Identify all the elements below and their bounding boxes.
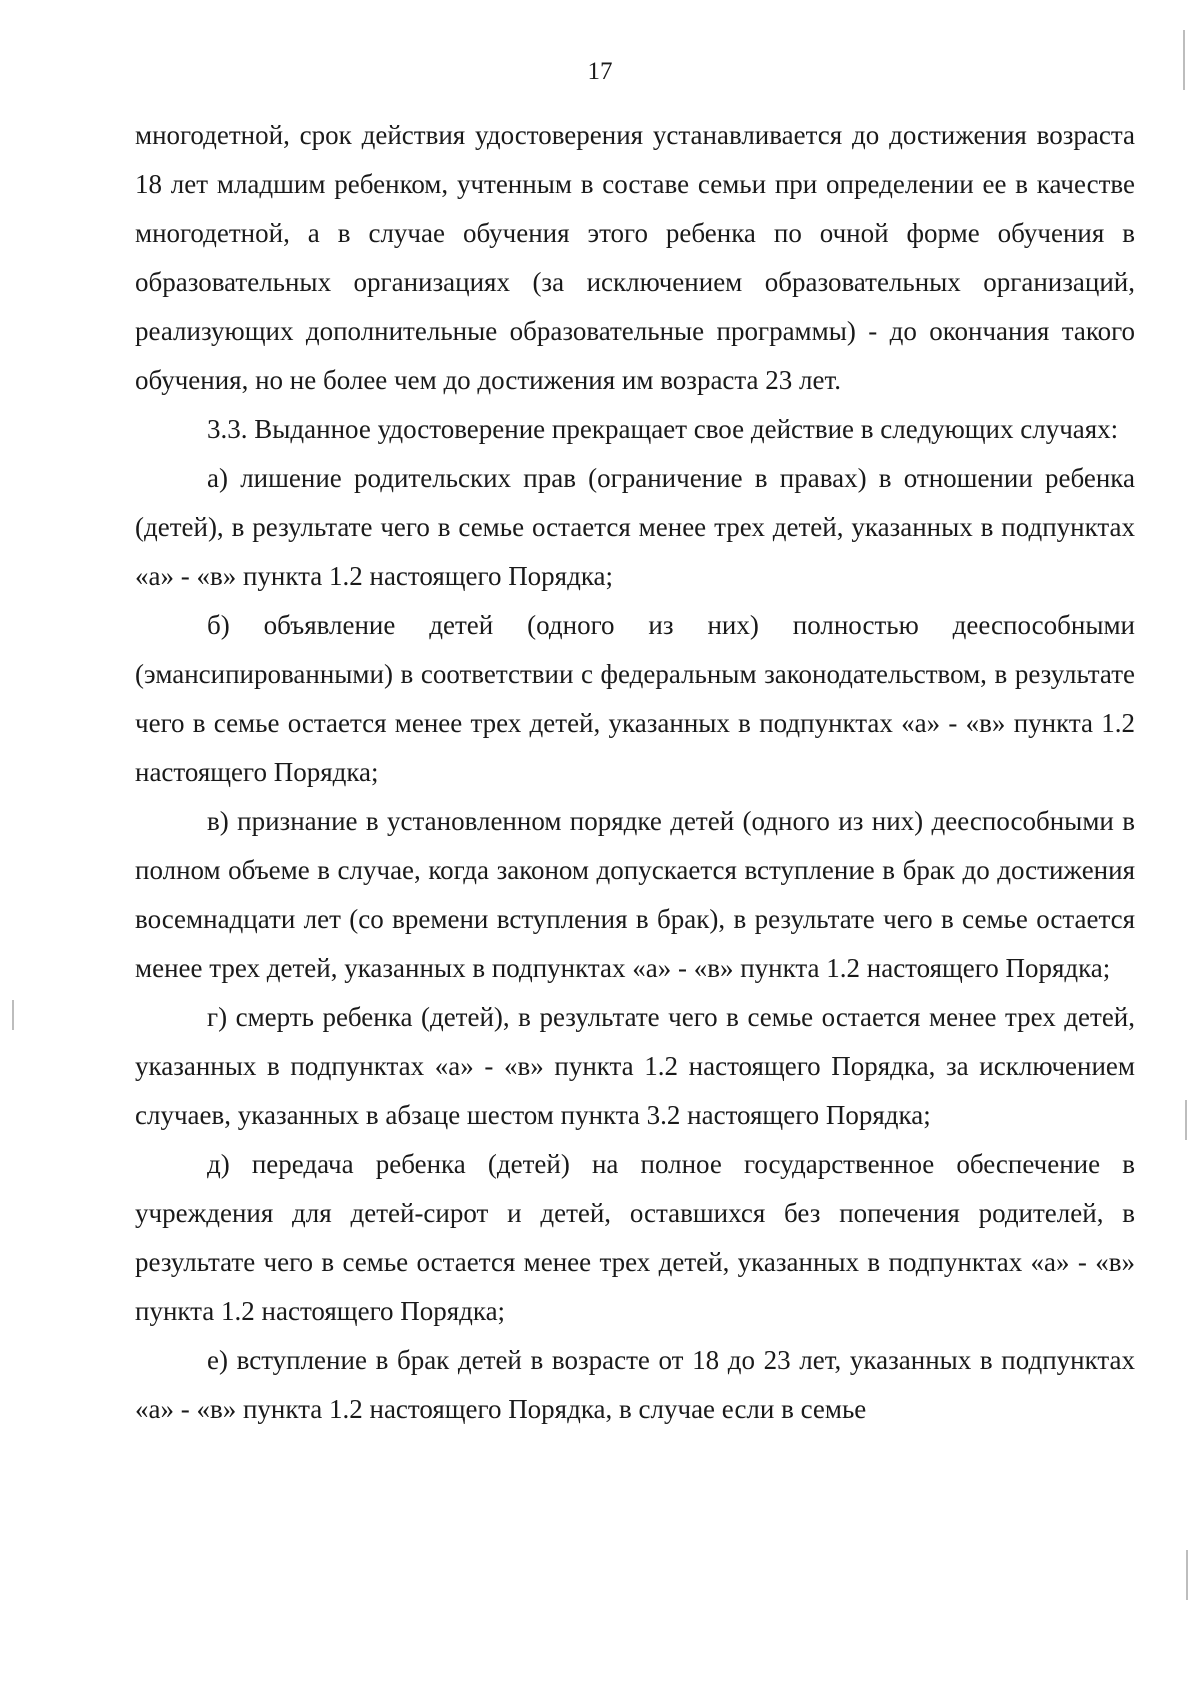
page-number: 17 [587,58,613,85]
paragraph-item-d: д) передача ребенка (детей) на полное государственное обеспечение в учреждения для детей-сирот и детей, оставшихся без попечения родителей, в результате чего в семье остается менее трех детей, указанных в подпунктах «а» - «в» пункта 1.2 настоящего Порядка; [135,1149,1135,1326]
scan-artifact [12,1000,14,1030]
paragraph-continuation: многодетной, срок действия удостоверения устанавливается до достижения возраста 18 лет младшим ребенком, учтенным в составе семьи при определении ее в качестве многодетной, а в случае обучения этого ребенка по очной форме обучения в образовательных организациях (за исключением образовательных организаций, реализующих дополнительные образовательные программы) - до окончания такого обучения, но не более чем до достижения им возраста 23 лет. [135,120,1135,395]
paragraph-item-g: г) смерть ребенка (детей), в результате чего в семье остается менее трех детей, указанных в подпунктах «а» - «в» пункта 1.2 настоящего Порядка, за исключением случаев, указанных в абзаце шестом пункта 3.2 настоящего Порядка; [135,1002,1135,1130]
paragraph-item-b: б) объявление детей (одного из них) полностью дееспособными (эмансипированными) в соответствии с федеральным законодательством, в результате чего в семье остается менее трех детей, указанных в подпунктах «а» - «в» пункта 1.2 настоящего Порядка; [135,610,1135,787]
paragraph-item-e: е) вступление в брак детей в возрасте от 18 до 23 лет, указанных в подпунктах «а» - «в» пункта 1.2 настоящего Порядка, в случае если в семье [135,1345,1135,1424]
paragraph-clause-3-3: 3.3. Выданное удостоверение прекращает свое действие в следующих случаях: [207,414,1119,444]
scan-artifact [1185,1100,1187,1140]
scan-artifact [1186,1550,1188,1600]
paragraph-item-v: в) признание в установленном порядке детей (одного из них) дееспособными в полном объеме в случае, когда законом допускается вступление в брак до достижения восемнадцати лет (со времени вступления в брак), в результате чего в семье остается менее трех детей, указанных в подпунктах «а» - «в» пункта 1.2 настоящего Порядка; [135,806,1135,983]
document-body [135,111,1135,1434]
scan-artifact [1183,30,1185,90]
paragraph-item-a: а) лишение родительских прав (ограничение в правах) в отношении ребенка (детей), в результате чего в семье остается менее трех детей, указанных в подпунктах «а» - «в» пункта 1.2 настоящего Порядка; [135,463,1135,591]
